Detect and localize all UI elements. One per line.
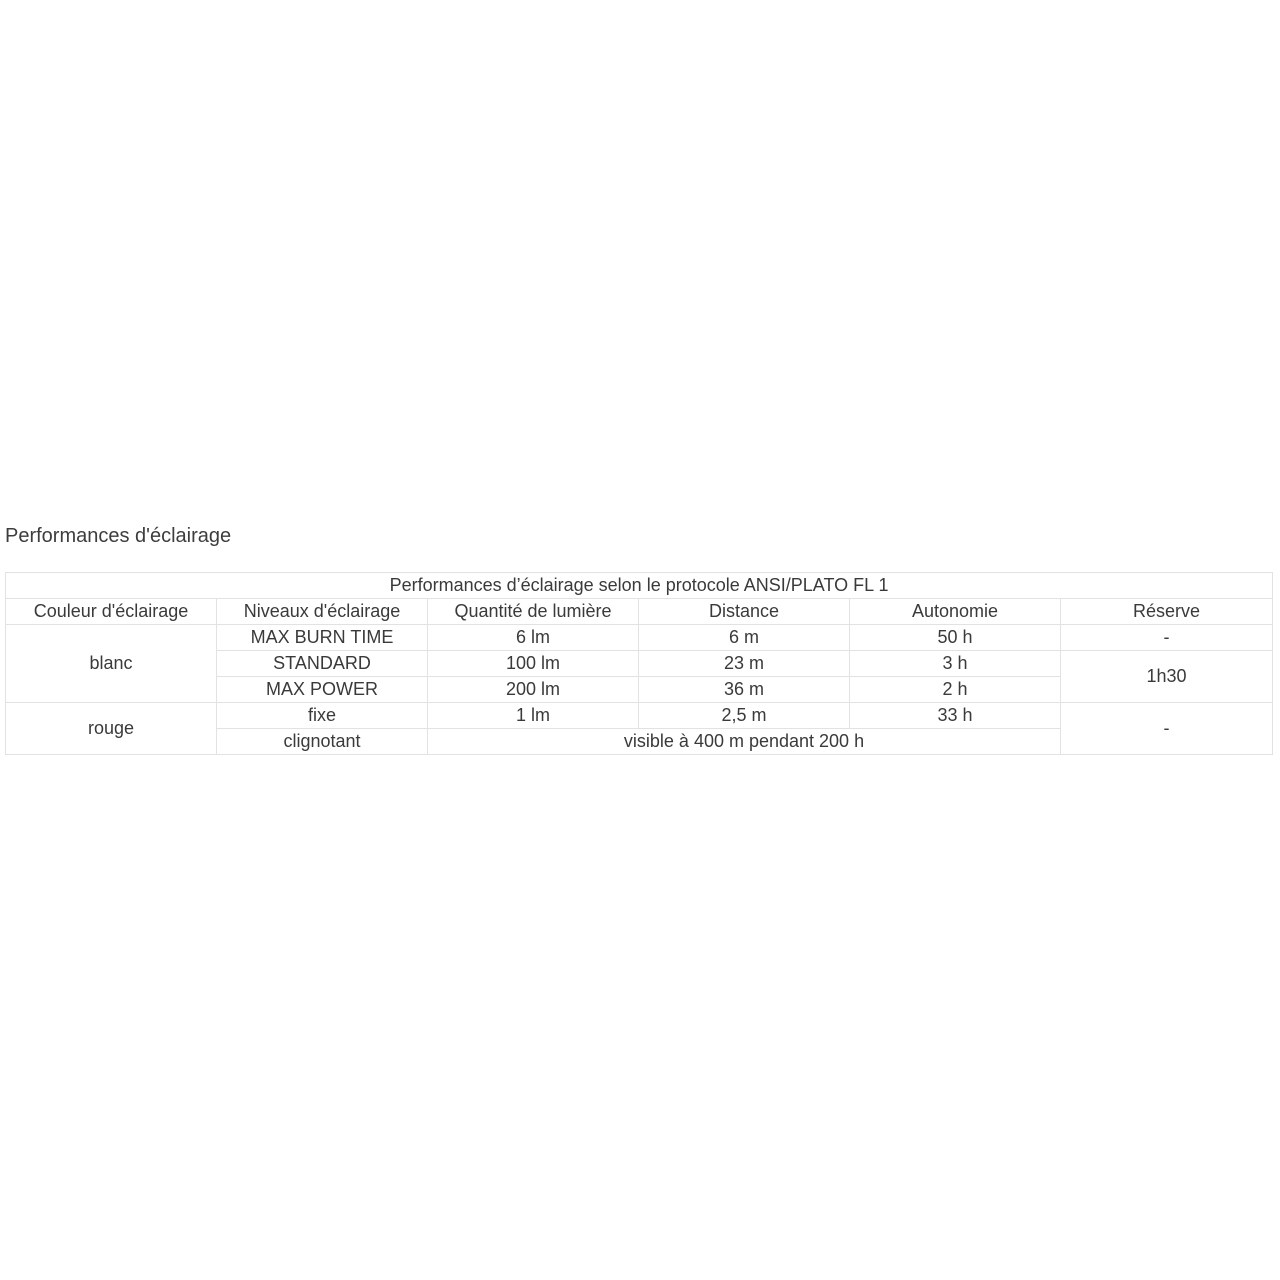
table-caption: Performances d’éclairage selon le protocole ANSI/PLATO FL 1: [6, 573, 1273, 599]
table-caption-row: [6, 573, 1273, 599]
quantity-cell: 200 lm: [428, 677, 639, 703]
table-header-row: [6, 599, 1273, 625]
autonomy-cell: 3 h: [850, 651, 1061, 677]
header-reserve: Réserve: [1061, 599, 1273, 625]
level-cell: MAX BURN TIME: [217, 625, 428, 651]
section-title: Performances d'éclairage: [5, 525, 232, 547]
performance-table: [5, 572, 1273, 755]
level-cell: STANDARD: [217, 651, 428, 677]
color-cell-blanc: blanc: [6, 625, 217, 703]
reserve-cell: -: [1061, 703, 1273, 755]
table-row: [6, 703, 1273, 729]
distance-cell: 6 m: [639, 625, 850, 651]
header-level: Niveaux d'éclairage: [217, 599, 428, 625]
quantity-cell: 100 lm: [428, 651, 639, 677]
reserve-cell: 1h30: [1061, 651, 1273, 703]
distance-cell: 23 m: [639, 651, 850, 677]
table-row: [6, 625, 1273, 651]
quantity-cell: 6 lm: [428, 625, 639, 651]
level-cell: fixe: [217, 703, 428, 729]
header-distance: Distance: [639, 599, 850, 625]
autonomy-cell: 50 h: [850, 625, 1061, 651]
reserve-cell: -: [1061, 625, 1273, 651]
merged-visibility-cell: visible à 400 m pendant 200 h: [428, 729, 1061, 755]
quantity-cell: 1 lm: [428, 703, 639, 729]
level-cell: clignotant: [217, 729, 428, 755]
autonomy-cell: 2 h: [850, 677, 1061, 703]
color-cell-rouge: rouge: [6, 703, 217, 755]
header-color: Couleur d'éclairage: [6, 599, 217, 625]
header-quantity: Quantité de lumière: [428, 599, 639, 625]
autonomy-cell: 33 h: [850, 703, 1061, 729]
distance-cell: 36 m: [639, 677, 850, 703]
header-autonomy: Autonomie: [850, 599, 1061, 625]
distance-cell: 2,5 m: [639, 703, 850, 729]
level-cell: MAX POWER: [217, 677, 428, 703]
